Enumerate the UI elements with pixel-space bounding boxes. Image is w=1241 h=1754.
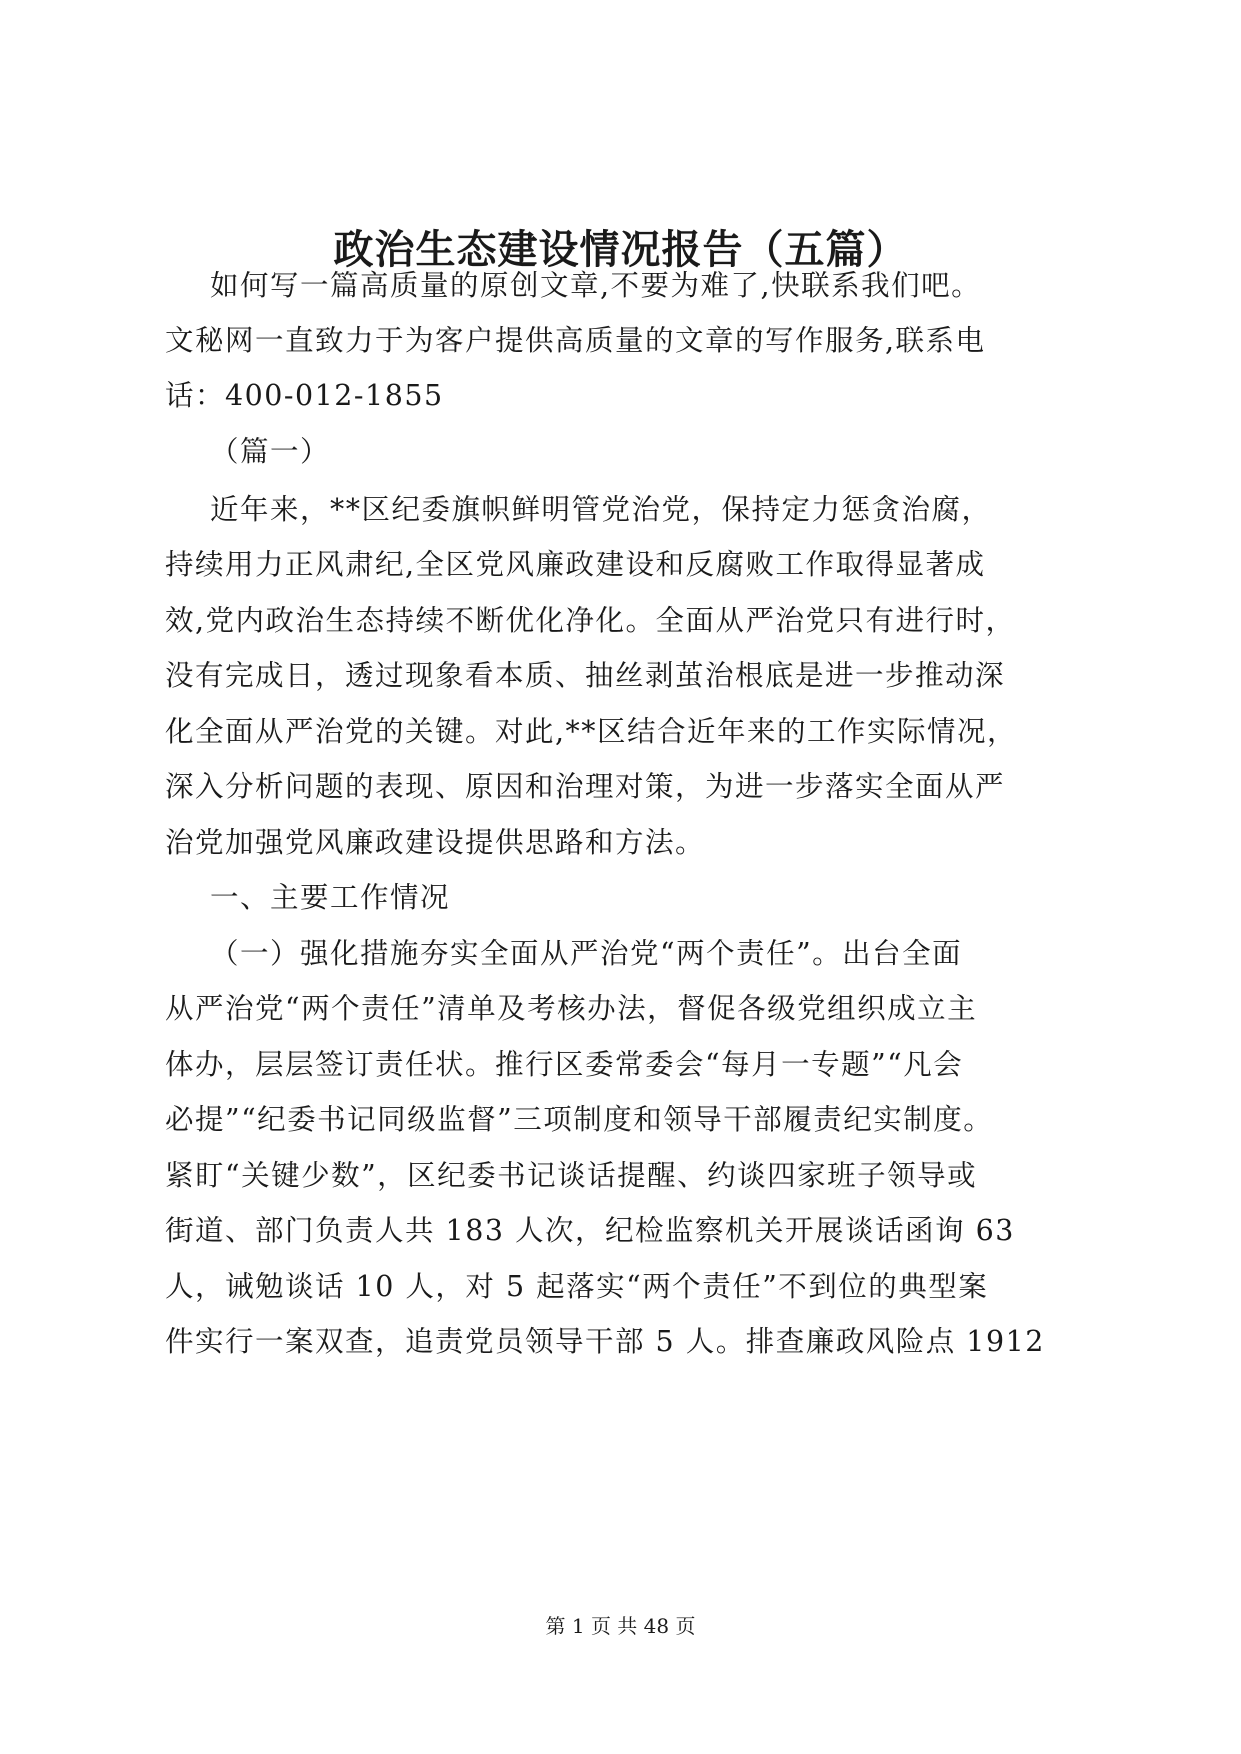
body-line: 深入分析问题的表现、原因和治理对策，为进一步落实全面从严 <box>165 770 1006 803</box>
body-line: 近年来，**区纪委旗帜鲜明管党治党，保持定力惩贪治腐， <box>210 493 992 526</box>
body-line: 必提”“纪委书记同级监督”三项制度和领导干部履责纪实制度。 <box>165 1103 994 1136</box>
body-line: 话：400-012-1855 <box>165 379 444 412</box>
body-line: 如何写一篇高质量的原创文章,不要为难了,快联系我们吧。 <box>210 269 982 302</box>
body-line: 街道、部门负责人共 183 人次，纪检监察机关开展谈话函询 63 <box>165 1214 1015 1247</box>
body-line: 效,党内政治生态持续不断优化净化。全面从严治党只有进行时， <box>165 604 1016 637</box>
body-line: 从严治党“两个责任”清单及考核办法，督促各级党组织成立主 <box>165 992 978 1025</box>
body-line: 文秘网一直致力于为客户提供高质量的文章的写作服务,联系电 <box>165 324 986 357</box>
body-line: 体办，层层签订责任状。推行区委常委会“每月一专题”“凡会 <box>165 1048 964 1081</box>
body-line: 没有完成日，透过现象看本质、抽丝剥茧治根底是进一步推动深 <box>165 659 1006 692</box>
section-heading: 一、主要工作情况 <box>210 881 451 914</box>
document-title: 政治生态建设情况报告（五篇） <box>333 226 908 273</box>
body-line: 件实行一案双查，追责党员领导干部 5 人。排查廉政风险点 1912 <box>165 1325 1045 1358</box>
body-line: 持续用力正风肃纪,全区党风廉政建设和反腐败工作取得显著成 <box>165 548 986 581</box>
body-line: 紧盯“关键少数”，区纪委书记谈话提醒、约谈四家班子领导或 <box>165 1159 978 1192</box>
body-line: 化全面从严治党的关键。对此,**区结合近年来的工作实际情况， <box>165 715 1018 748</box>
section-heading: （篇一） <box>210 435 331 468</box>
body-line: 治党加强党风廉政建设提供思路和方法。 <box>165 826 706 859</box>
page-number-footer: 第 1 页 共 48 页 <box>545 1614 696 1638</box>
body-line: 人，诫勉谈话 10 人，对 5 起落实“两个责任”不到位的典型案 <box>165 1270 989 1303</box>
body-line: （一）强化措施夯实全面从严治党“两个责任”。出台全面 <box>210 937 963 970</box>
